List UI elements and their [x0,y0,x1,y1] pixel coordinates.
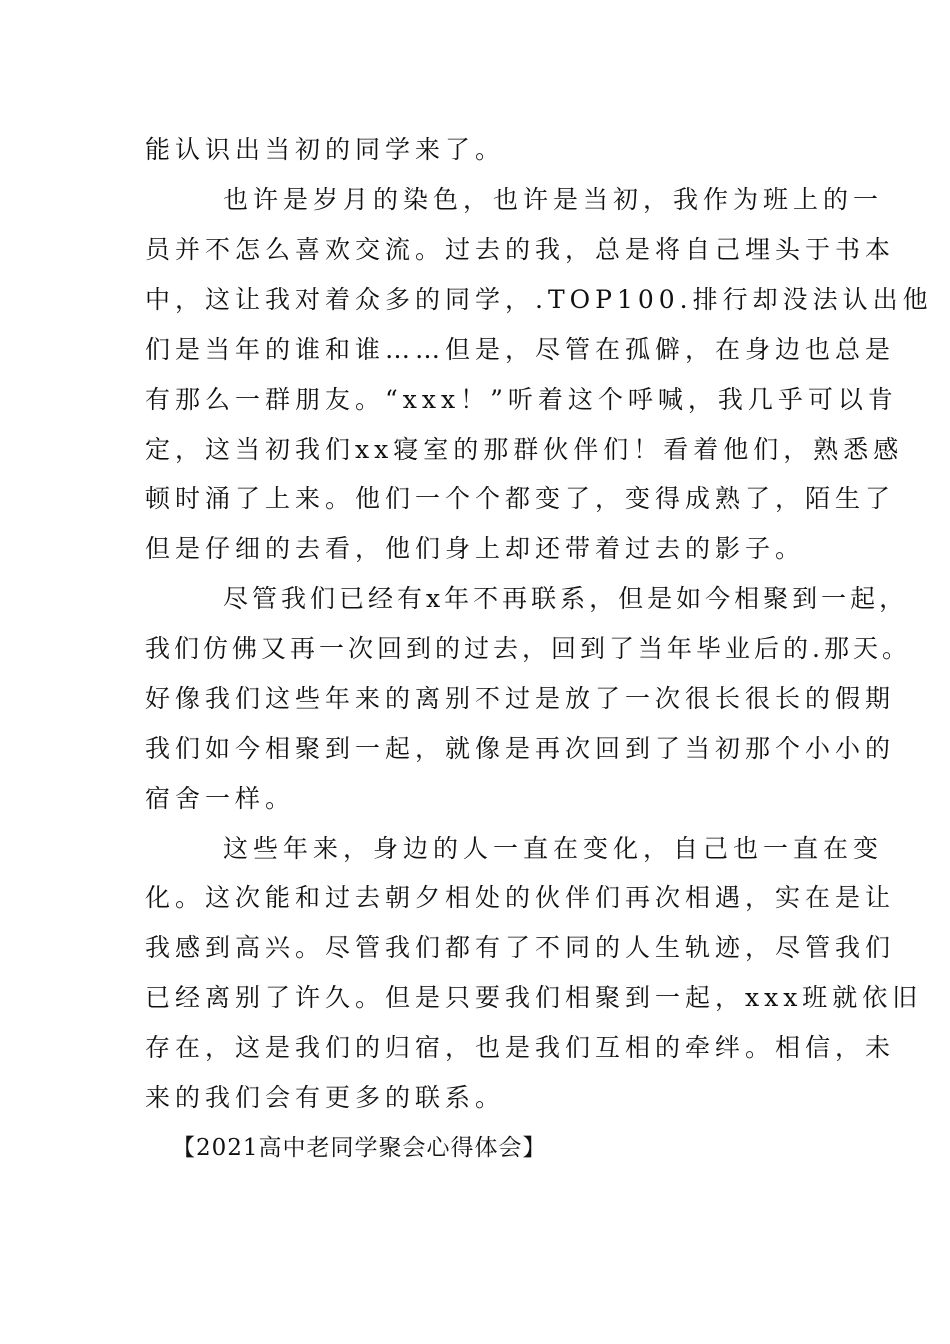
text-line: 好像我们这些年来的离别不过是放了一次很长很长的假期 [145,684,896,713]
text-line: 有那么一群朋友。“xxx！”听着这个呼喊，我几乎可以肯 [145,385,898,414]
text-line: 顿时涌了上来。他们一个个都变了，变得成熟了，陌生了 [145,484,896,513]
text-line: 们是当年的谁和谁……但是，尽管在孤僻，在身边也总是 [145,335,896,364]
text-line: 存在，这是我们的归宿，也是我们互相的牵绊。相信，未 [145,1033,896,1062]
paragraph-first-line: 尽管我们已经有x年不再联系，但是如今相聚到一起， [223,584,909,613]
text-line: 我们仿佛又再一次回到的过去，回到了当年毕业后的.那天。 [145,634,911,663]
document-title: 【2021高中老同学聚会心得体会】 [172,1135,547,1161]
text-line: 定，这当初我们xx寝室的那群伙伴们！看着他们，熟悉感 [145,435,904,464]
paragraph-first-line: 这些年来，身边的人一直在变化，自己也一直在变 [223,834,884,863]
text-line: 我感到高兴。尽管我们都有了不同的人生轨迹，尽管我们 [145,933,896,962]
text-line: 已经离别了许久。但是只要我们相聚到一起，xxx班就依旧 [145,983,923,1012]
text-line: 化。这次能和过去朝夕相处的伙伴们再次相遇，实在是让 [145,883,896,912]
text-line: 来的我们会有更多的联系。 [145,1083,506,1112]
text-line: 员并不怎么喜欢交流。过去的我，总是将自己埋头于书本 [145,235,896,264]
text-line: 能认识出当初的同学来了。 [145,135,506,164]
text-line: 我们如今相聚到一起，就像是再次回到了当初那个小小的 [145,734,896,763]
text-line: 但是仔细的去看，他们身上却还带着过去的影子。 [145,534,806,563]
text-line: 宿舍一样。 [145,784,296,813]
paragraph-first-line: 也许是岁月的染色，也许是当初，我作为班上的一 [223,185,884,214]
text-line: 中，这让我对着众多的同学，.TOP100.排行却没法认出他 [145,285,933,314]
